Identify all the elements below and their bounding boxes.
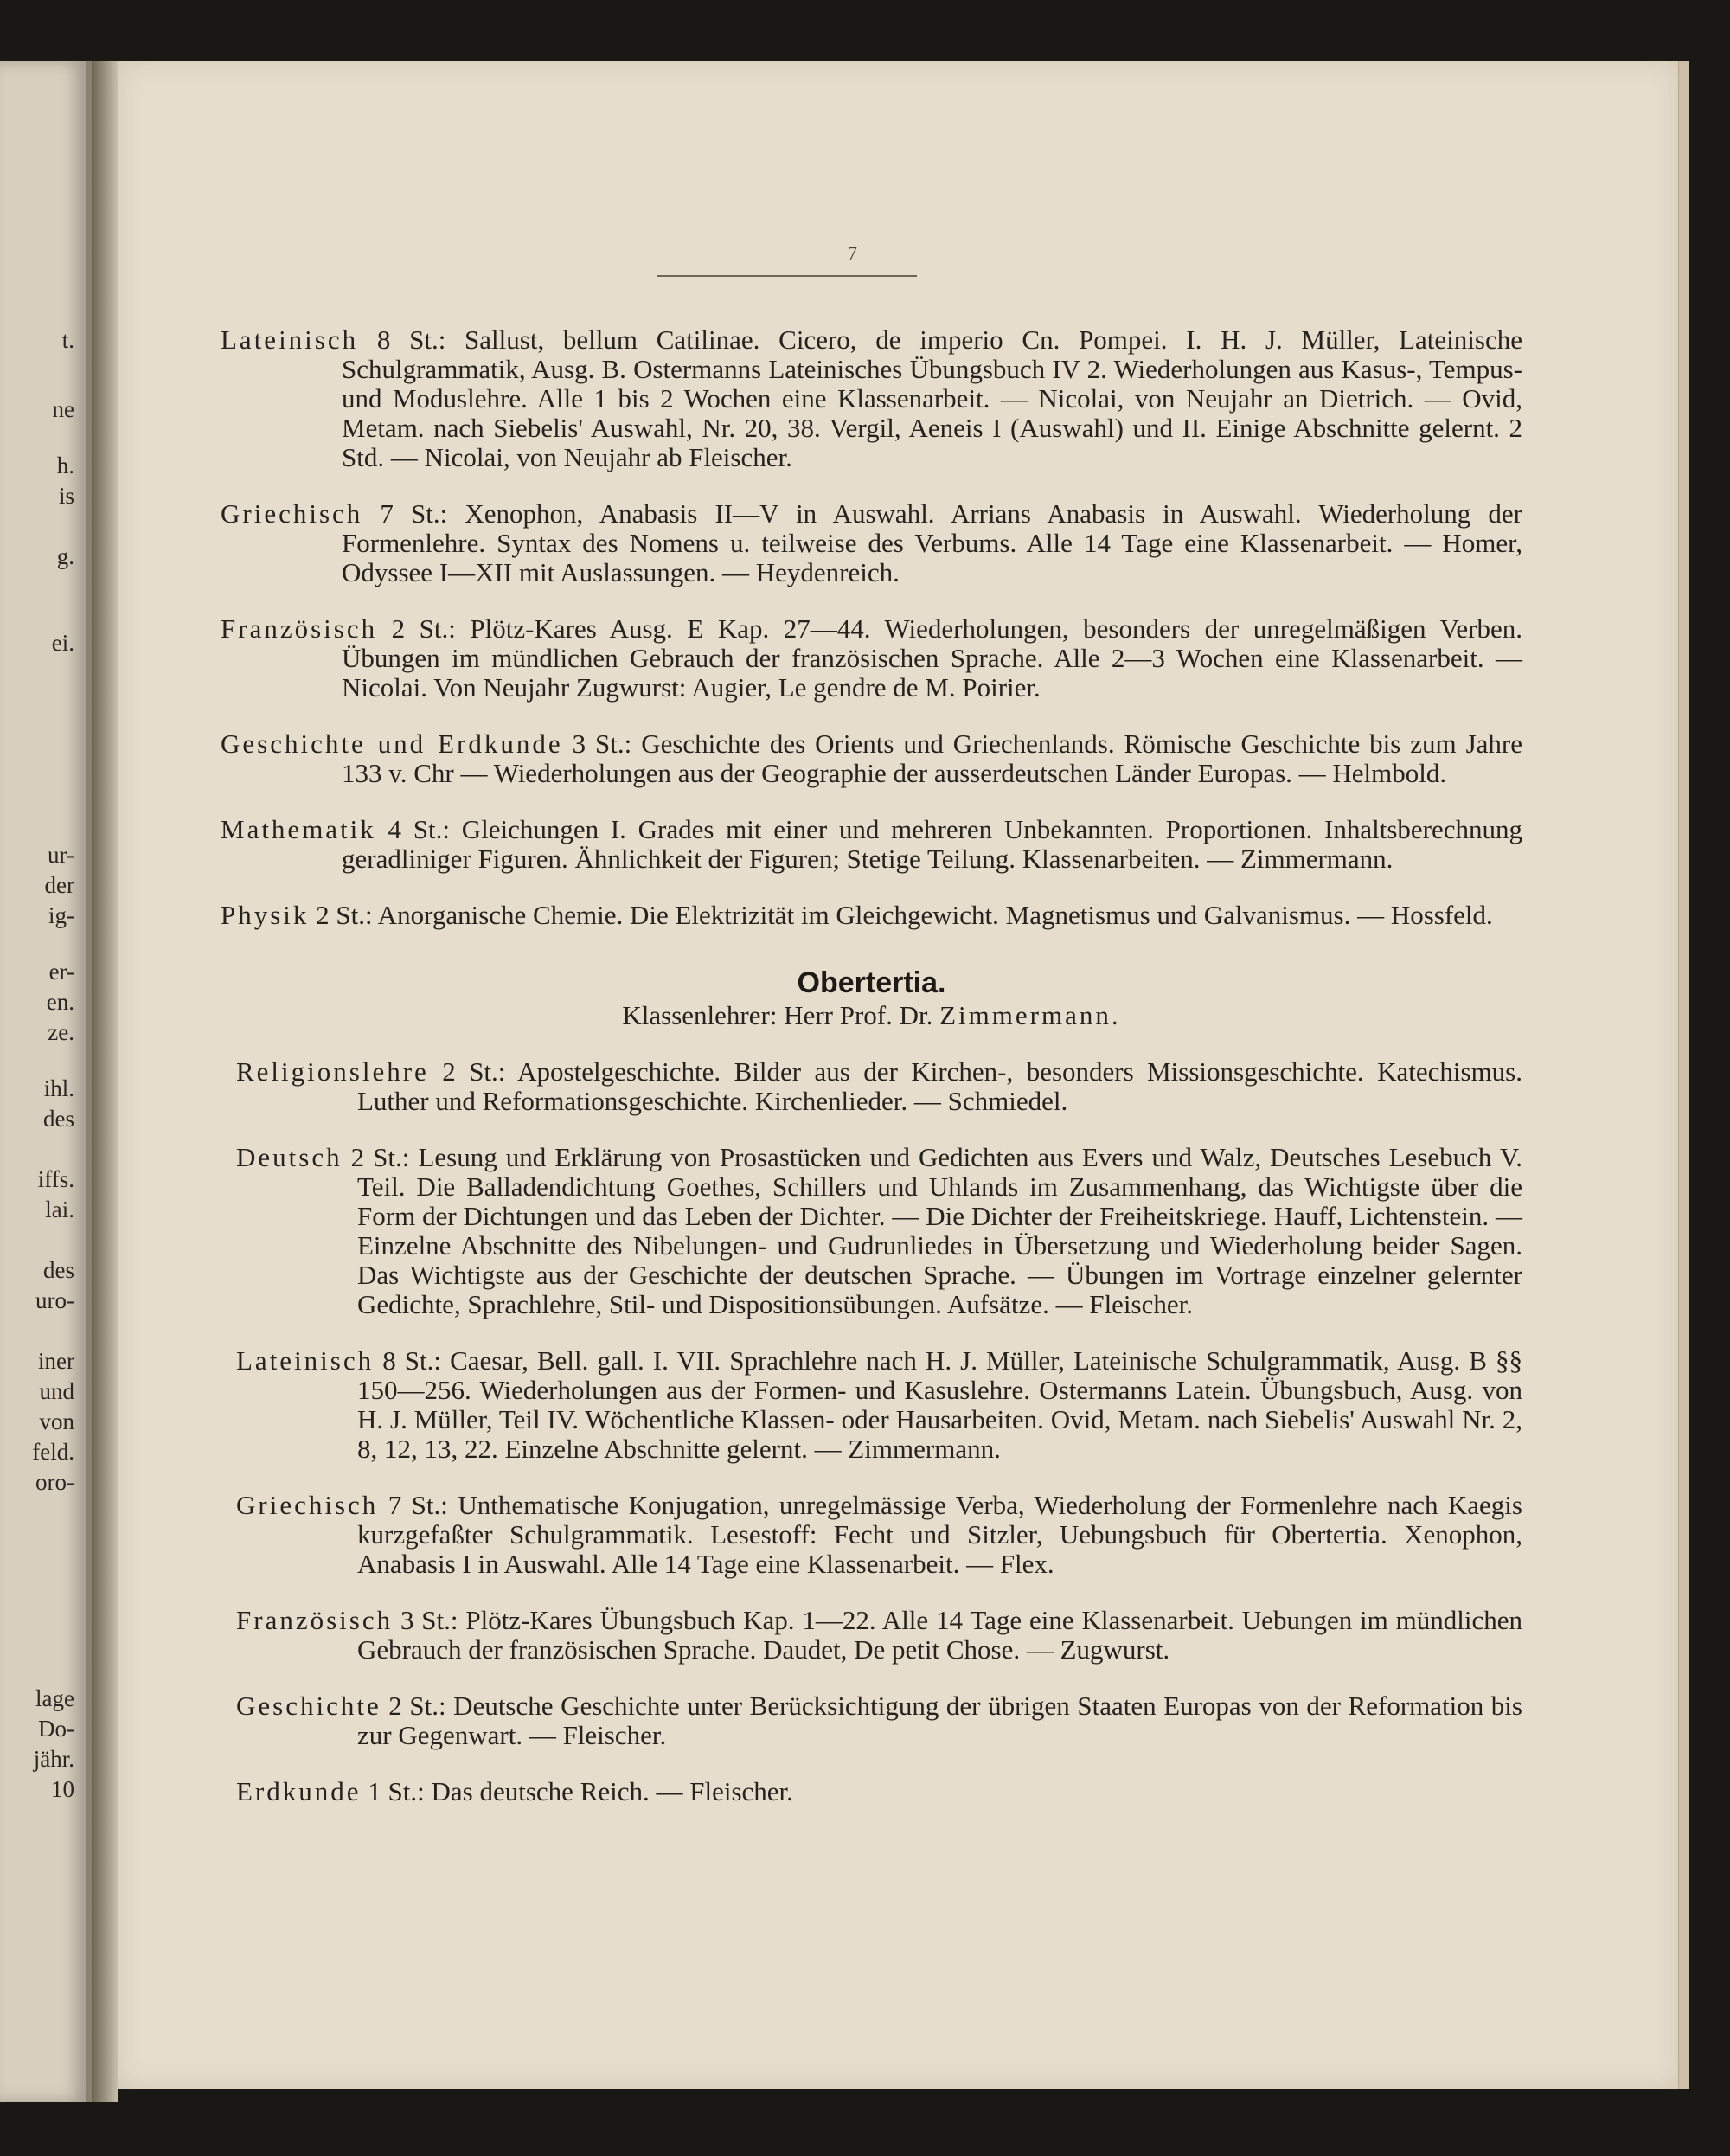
curriculum-entry [236, 1606, 1522, 1665]
header-rule [657, 275, 917, 277]
subject-name: Deutsch [236, 1142, 343, 1172]
entry-text: 7 St.: Unthematische Konjugation, unregelmässige Verba, Wiederholung der Formenlehre nach Kaegis kurzgefaßter Schulgrammatik. Lesestoff: Fecht und Sitzler, Uebungsbuch für Obertertia. Xenophon, Anabasis I in Auswahl. Alle 14 Tage eine Klassenarbeit. — Flex. [357, 1490, 1522, 1579]
untertertia-section [221, 325, 1522, 930]
subject-name: Französisch [221, 613, 378, 644]
teacher-label: Klassenlehrer: Herr Prof. Dr. [622, 1000, 940, 1030]
curriculum-entry [236, 1491, 1522, 1579]
curriculum-entry [236, 1057, 1522, 1116]
book-gutter [92, 61, 118, 2102]
curriculum-entry [221, 901, 1522, 930]
entry-text: 2 St.: Anorganische Chemie. Die Elektrizität im Gleichgewicht. Magnetismus und Galvanismus. — Hossfeld. [309, 900, 1493, 930]
subject-name: Französisch [236, 1605, 394, 1635]
left-fragment: oro- [35, 1469, 74, 1495]
left-fragment: des [43, 1257, 74, 1283]
entry-text: 7 St.: Xenophon, Anabasis II—V in Auswahl. Arrians Anabasis in Auswahl. Wiederholung der Formenlehre. Syntax des Nomens u. teilweise des Verbums. Alle 14 Tage eine Klassenarbeit. — Homer, Odyssee I—XII mit Auslassungen. — Heydenreich. [342, 498, 1522, 587]
curriculum-entry [221, 325, 1522, 472]
left-fragment: ur- [48, 842, 74, 868]
left-fragment: en. [46, 989, 74, 1015]
left-fragment: ei. [51, 630, 74, 656]
left-fragment: 10 [51, 1776, 74, 1802]
left-fragment: von [39, 1408, 74, 1434]
page-number: 7 [848, 242, 857, 264]
subject-name: Griechisch [221, 498, 363, 529]
curriculum-entry [221, 499, 1522, 587]
left-fragment: iner [38, 1348, 74, 1374]
left-fragment: lage [35, 1685, 74, 1711]
left-fragment: h. [56, 452, 74, 478]
subject-name: Geschichte und Erdkunde [221, 728, 563, 759]
left-fragment: ig- [48, 902, 74, 928]
left-page-edge [0, 61, 92, 2102]
subject-name: Griechisch [236, 1490, 379, 1520]
left-fragment: und [39, 1378, 74, 1404]
left-fragment: uro- [35, 1287, 74, 1313]
page-edge [1678, 61, 1689, 2089]
curriculum-entry [236, 1346, 1522, 1464]
entry-text: 4 St.: Gleichungen I. Grades mit einer und mehreren Unbekannten. Proportionen. Inhaltsberechnung geradliniger Figuren. Ähnlichkeit der Figuren; Stetige Teilung. Klassenarbeiten. — Zimmermann. [342, 814, 1522, 874]
left-fragment: ne [52, 396, 74, 422]
entry-text: 3 St.: Plötz-Kares Übungsbuch Kap. 1—22. Alle 14 Tage eine Klassenarbeit. Uebungen im mündlichen Gebrauch der französischen Sprache. Daudet, De petit Chose. — Zugwurst. [357, 1605, 1522, 1665]
subject-name: Mathematik [221, 814, 376, 844]
curriculum-entry [221, 815, 1522, 874]
entry-text: 2 St.: Apostelgeschichte. Bilder aus der Kirchen-, besonders Missionsgeschichte. Katechismus. Luther und Reformationsgeschichte. Kirchenlieder. — Schmiedel. [357, 1056, 1522, 1116]
entry-text: 1 St.: Das deutsche Reich. — Fleischer. [361, 1776, 793, 1806]
entry-text: 3 St.: Geschichte des Orients und Griechenlands. Römische Geschichte bis zum Jahre 133 v. Chr — Wiederholungen aus der Geographie der ausserdeutschen Länder Europas. — Helmbold. [342, 728, 1523, 788]
section-title: Obertertia. [797, 966, 946, 999]
left-fragment: jähr. [33, 1746, 74, 1772]
left-fragment: er- [48, 959, 74, 985]
page-content [221, 298, 1522, 1806]
left-fragment: ze. [48, 1019, 74, 1045]
class-teacher-line [221, 1001, 1522, 1030]
left-fragment: is [58, 483, 74, 509]
left-fragment: Do- [38, 1716, 74, 1742]
left-fragment: g. [56, 543, 74, 569]
curriculum-entry [236, 1143, 1522, 1319]
teacher-name: Zimmermann. [939, 1000, 1121, 1030]
entry-text: 8 St.: Sallust, bellum Catilinae. Cicero, de imperio Cn. Pompei. I. H. J. Müller, Lateinische Schulgrammatik, Ausg. B. Ostermanns Lateinisches Übungsbuch IV 2. Wiederholungen aus Kasus-, Tempus- und Moduslehre. Alle 1 bis 2 Wochen eine Klassenarbeit. — Nicolai, von Neujahr an Dietrich. — Ovid, Metam. nach Siebelis' Auswahl, Nr. 20, 38. Vergil, Aeneis I (Auswahl) und II. Einige Abschnitte gelernt. 2 Std. — Nicolai, von Neujahr ab Fleischer. [342, 324, 1522, 472]
subject-name: Physik [221, 900, 310, 930]
left-fragment: lai. [45, 1197, 74, 1222]
subject-name: Lateinisch [221, 324, 359, 355]
left-fragment: der [44, 872, 74, 898]
left-fragment: ihl. [43, 1075, 74, 1101]
left-fragment: iffs. [37, 1166, 74, 1192]
subject-name: Erdkunde [236, 1776, 362, 1806]
curriculum-entry [236, 1777, 1522, 1806]
subject-name: Geschichte [236, 1691, 381, 1721]
subject-name: Religionslehre [236, 1056, 429, 1087]
left-fragment: t. [61, 327, 74, 353]
left-fragment: des [43, 1106, 74, 1132]
subject-name: Lateinisch [236, 1345, 375, 1376]
entry-text: 2 St.: Deutsche Geschichte unter Berücksichtigung der übrigen Staaten Europas von der Reformation bis zur Gegenwart. — Fleischer. [357, 1691, 1522, 1750]
curriculum-entry [221, 614, 1522, 703]
entry-text: 2 St.: Lesung und Erklärung von Prosastücken und Gedichten aus Evers und Walz, Deutsches Lesebuch V. Teil. Die Balladendichtung Goethes, Schillers und Uhlands im Zusammenhang, das Wichtigste über die Form der Dichtungen und das Leben der Dichter. — Die Dichter der Freiheitskriege. Hauff, Lichtenstein. — Einzelne Abschnitte des Nibelungen- und Gudrunliedes in Übersetzung und Wiederholung beider Sagen. Das Wichtigste aus der Geschichte der deutschen Sprache. — Übungen im Vortrage einzelner gelernter Gedichte, Sprachlehre, Stil- und Dispositionsübungen. Aufsätze. — Fleischer. [342, 1142, 1522, 1319]
left-fragment: feld. [32, 1439, 74, 1465]
entry-text: 2 St.: Plötz-Kares Ausg. E Kap. 27—44. Wiederholungen, besonders der unregelmäßigen Verben. Übungen im mündlichen Gebrauch der französischen Sprache. Alle 2—3 Wochen eine Klassenarbeit. — Nicolai. Von Neujahr Zugwurst: Augier, Le gendre de M. Poirier. [342, 613, 1522, 703]
obertertia-section [236, 1057, 1522, 1806]
entry-text: 8 St.: Caesar, Bell. gall. I. VII. Sprachlehre nach H. J. Müller, Lateinische Schulgrammatik, Ausg. B §§ 150—256. Wiederholungen aus der Formen- und Kasuslehre. Ostermanns Latein. Übungsbuch, Ausg. von H. J. Müller, Teil IV. Wöchentliche Klassen- oder Hausarbeiten. Ovid, Metam. nach Siebelis' Auswahl Nr. 2, 8, 12, 13, 22. Einzelne Abschnitte gelernt. — Zimmermann. [357, 1345, 1522, 1464]
curriculum-entry [221, 729, 1522, 788]
curriculum-entry [236, 1691, 1522, 1750]
